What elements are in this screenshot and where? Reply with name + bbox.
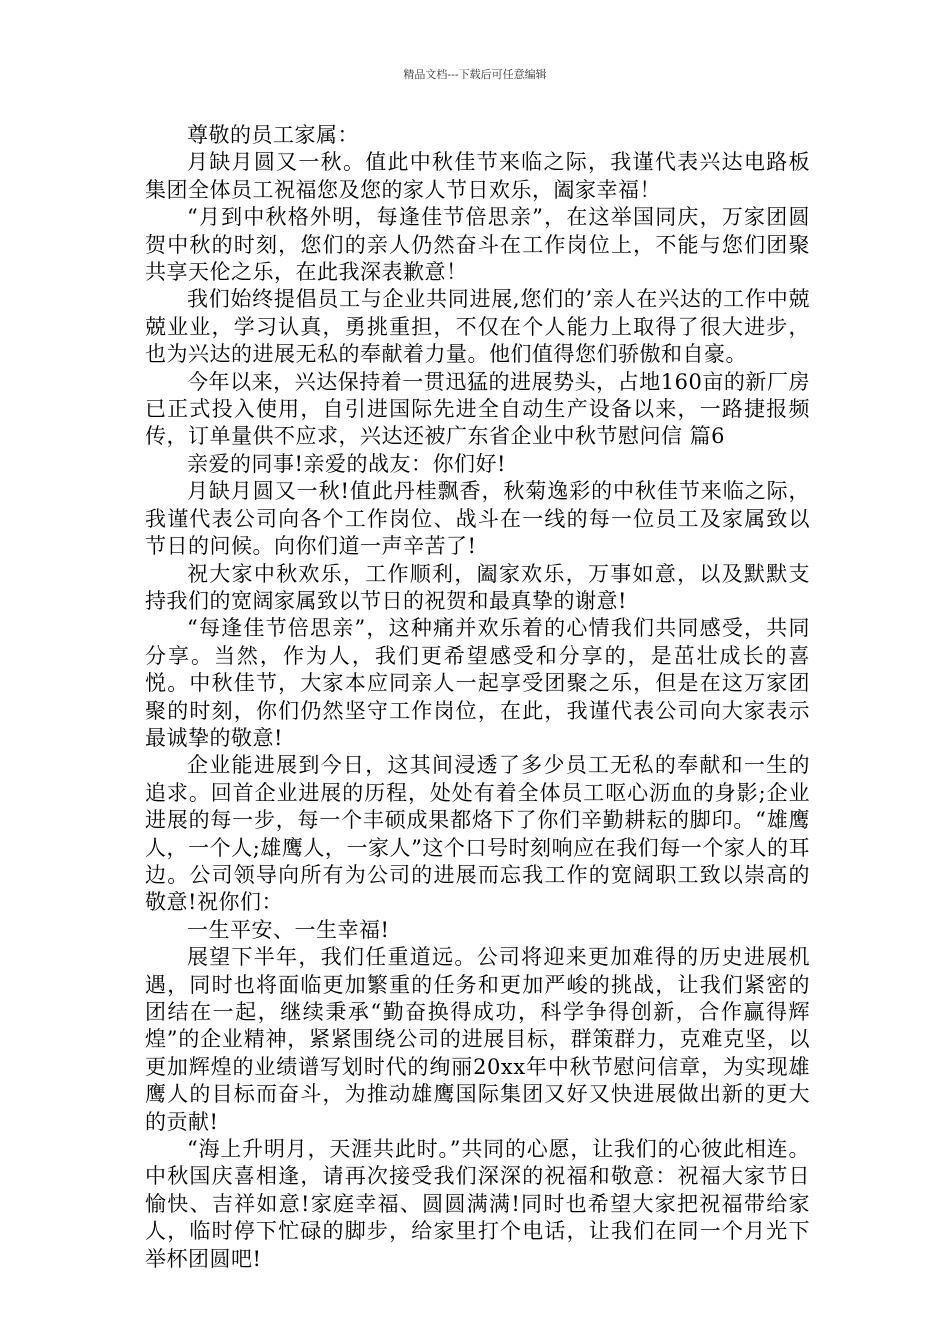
paragraph-3: 我们始终提倡员工与企业共同进展,您们的’亲人在兴达的工作中兢兢业业，学习认真，勇挑重担，不仅在个人能力上取得了很大进步，也为兴达的进展无私的奉献着力量。他们值得您们骄傲和自豪。 — [145, 287, 810, 367]
salutation-2: 亲爱的同事!亲爱的战友：你们好! — [187, 451, 506, 476]
paragraph-2: “月到中秋格外明，每逢佳节倍思亲”，在这举国同庆，万家团圆贺中秋的时刻，您们的亲人仍然奋斗在工作岗位上，不能与您们团聚共享天伦之乐，在此我深表歉意！ — [145, 205, 810, 285]
paragraph-5: 月缺月圆又一秋!值此丹桂飘香，秋菊逸彩的中秋佳节来临之际，我谨代表公司向各个工作岗位、战斗在一线的每一位员工及家属致以节日的问候。向你们道一声辛苦了! — [145, 479, 810, 559]
document-body — [145, 122, 810, 1273]
page-header: 精品文档---下载后可任意编辑 — [403, 68, 547, 81]
paragraph-4: 今年以来，兴达保持着一贯迅猛的进展势头，占地160亩的新厂房已正式投入使用，自引进国际先进全自动生产设备以来，一路捷报频传，订单量供不应求，兴达还被广东省企业中秋节慰问信 篇6 — [145, 369, 810, 449]
paragraph-6: 祝大家中秋欢乐，工作顺利，阖家欢乐，万事如意，以及默默支持我们的宽阔家属致以节日的祝贺和最真挚的谢意! — [145, 561, 810, 613]
paragraph-11: “海上升明月，天涯共此时。”共同的心愿，让我们的心彼此相连。中秋国庆喜相逢，请再次接受我们深深的祝福和敬意：祝福大家节日愉快、吉祥如意!家庭幸福、圆圆满满!同时也希望大家把祝福带给家人，临时停下忙碌的脚步，给家里打个电话，让我们在同一个月光下举杯团圆吧! — [145, 1137, 810, 1271]
paragraph-7: “每逢佳节倍思亲”，这种痛并欢乐着的心情我们共同感受，共同分享。当然，作为人，我们更希望感受和分享的，是茁壮成长的喜悦。中秋佳节，大家本应同亲人一起享受团聚之乐，但是在这万家团聚的时刻，你们仍然坚守工作岗位，在此，我谨代表公司向大家表示最诚挚的敬意! — [145, 616, 810, 750]
paragraph-1: 月缺月圆又一秋。值此中秋佳节来临之际，我谨代表兴达电路板集团全体员工祝福您及您的家人节日欢乐，阖家幸福！ — [145, 150, 810, 202]
paragraph-10: 展望下半年，我们任重道远。公司将迎来更加难得的历史进展机遇，同时也将面临更加繁重的任务和更加严峻的挑战，让我们紧密的团结在一起，继续秉承“勤奋换得成功，科学争得创新，合作赢得辉煌”的企业精神，紧紧围绕公司的进展目标，群策群力，克难克坚，以更加辉煌的业绩谱写划时代的绚丽20xx年中秋节慰问信章，为实现雄鹰人的目标而奋斗，为推动雄鹰国际集团又好又快进展做出新的更大的贡献! — [145, 945, 810, 1134]
salutation-1: 尊敬的员工家属： — [187, 123, 359, 147]
paragraph-9: 一生平安、一生幸福! — [187, 917, 390, 942]
paragraph-8: 企业能进展到今日，这其间浸透了多少员工无私的奉献和一生的追求。回首企业进展的历程，处处有着全体员工呕心沥血的身影;企业进展的每一步，每一个丰硕成果都烙下了你们辛勤耕耘的脚印。“雄鹰人，一个人;雄鹰人，一家人”这个口号时刻响应在我们每一个家人的耳边。公司领导向所有为公司的进展而忘我工作的宽阔职工致以崇高的敬意!祝你们： — [145, 753, 810, 915]
